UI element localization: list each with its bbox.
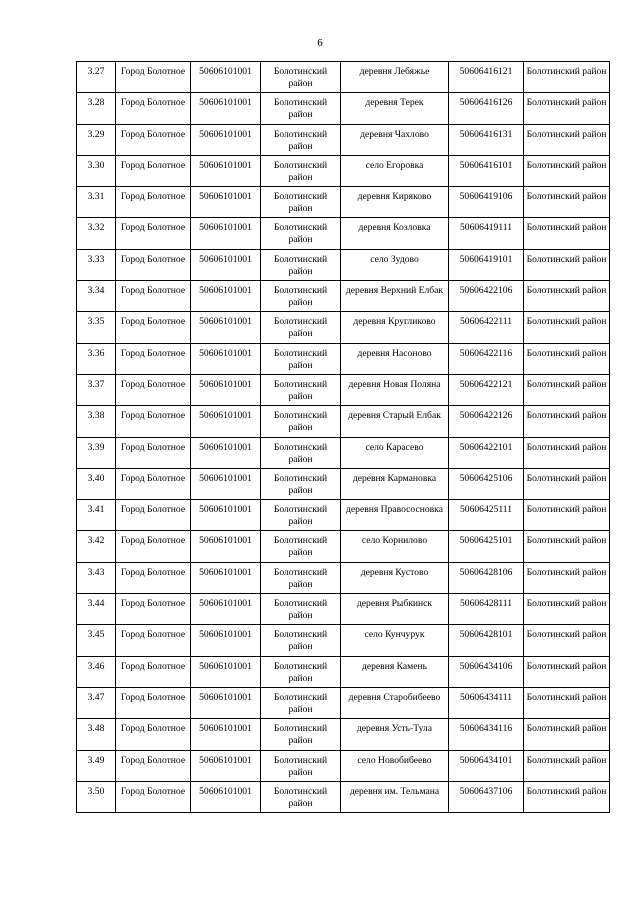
settlement-code-cell: 50606434116 [449, 719, 524, 750]
table-row [77, 656, 610, 687]
settlement-name-cell: деревня им. Тельмана [341, 781, 449, 812]
table-row [77, 625, 610, 656]
settlement-name-cell: село Новобибеево [341, 750, 449, 781]
municipality-cell: Город Болотное [116, 93, 191, 124]
row-number-cell: 3.36 [77, 343, 116, 374]
municipality-cell: Город Болотное [116, 437, 191, 468]
oktmo-code-cell: 50606101001 [191, 312, 261, 343]
settlement-code-cell: 50606425106 [449, 468, 524, 499]
municipality-cell: Город Болотное [116, 750, 191, 781]
table-row [77, 374, 610, 405]
settlement-code-cell: 50606428106 [449, 562, 524, 593]
row-number-cell: 3.33 [77, 249, 116, 280]
municipality-cell: Город Болотное [116, 249, 191, 280]
settlement-code-cell: 50606422106 [449, 281, 524, 312]
settlement-code-cell: 50606419106 [449, 187, 524, 218]
table-row [77, 500, 610, 531]
oktmo-code-cell: 50606101001 [191, 281, 261, 312]
row-number-cell: 3.34 [77, 281, 116, 312]
district-cell: Болотинский район [261, 437, 341, 468]
table-row [77, 187, 610, 218]
region-cell: Болотинский район [524, 312, 610, 343]
region-cell: Болотинский район [524, 124, 610, 155]
region-cell: Болотинский район [524, 719, 610, 750]
table-row [77, 281, 610, 312]
oktmo-code-cell: 50606101001 [191, 406, 261, 437]
table-row [77, 687, 610, 718]
settlement-code-cell: 50606434111 [449, 687, 524, 718]
region-cell: Болотинский район [524, 218, 610, 249]
settlement-code-cell: 50606428111 [449, 594, 524, 625]
table-row [77, 719, 610, 750]
table-row [77, 249, 610, 280]
settlement-code-cell: 50606422101 [449, 437, 524, 468]
table-row [77, 343, 610, 374]
settlement-code-cell: 50606437106 [449, 781, 524, 812]
row-number-cell: 3.42 [77, 531, 116, 562]
municipality-cell: Город Болотное [116, 343, 191, 374]
municipality-cell: Город Болотное [116, 155, 191, 186]
table-row [77, 124, 610, 155]
district-cell: Болотинский район [261, 562, 341, 593]
settlement-code-cell: 50606416101 [449, 155, 524, 186]
settlement-code-cell: 50606425111 [449, 500, 524, 531]
settlement-name-cell: деревня Камень [341, 656, 449, 687]
registry-table-body [77, 62, 610, 813]
settlement-name-cell: деревня Кармановка [341, 468, 449, 499]
oktmo-code-cell: 50606101001 [191, 93, 261, 124]
oktmo-code-cell: 50606101001 [191, 500, 261, 531]
region-cell: Болотинский район [524, 374, 610, 405]
district-cell: Болотинский район [261, 406, 341, 437]
region-cell: Болотинский район [524, 343, 610, 374]
oktmo-code-cell: 50606101001 [191, 155, 261, 186]
row-number-cell: 3.49 [77, 750, 116, 781]
settlement-code-cell: 50606419101 [449, 249, 524, 280]
row-number-cell: 3.27 [77, 62, 116, 93]
settlement-name-cell: деревня Правососновка [341, 500, 449, 531]
table-row [77, 62, 610, 93]
municipality-cell: Город Болотное [116, 312, 191, 343]
settlement-code-cell: 50606416121 [449, 62, 524, 93]
settlement-name-cell: деревня Кругликово [341, 312, 449, 343]
oktmo-code-cell: 50606101001 [191, 437, 261, 468]
settlement-name-cell: деревня Чахлово [341, 124, 449, 155]
settlement-code-cell: 50606434101 [449, 750, 524, 781]
district-cell: Болотинский район [261, 124, 341, 155]
municipality-cell: Город Болотное [116, 562, 191, 593]
row-number-cell: 3.28 [77, 93, 116, 124]
district-cell: Болотинский район [261, 500, 341, 531]
table-row [77, 531, 610, 562]
table-row [77, 750, 610, 781]
district-cell: Болотинский район [261, 687, 341, 718]
settlement-code-cell: 50606422111 [449, 312, 524, 343]
region-cell: Болотинский район [524, 781, 610, 812]
table-row [77, 437, 610, 468]
row-number-cell: 3.38 [77, 406, 116, 437]
municipality-cell: Город Болотное [116, 500, 191, 531]
oktmo-code-cell: 50606101001 [191, 750, 261, 781]
oktmo-code-cell: 50606101001 [191, 187, 261, 218]
settlement-code-cell: 50606434106 [449, 656, 524, 687]
settlement-code-cell: 50606422126 [449, 406, 524, 437]
municipality-cell: Город Болотное [116, 781, 191, 812]
settlement-name-cell: деревня Старобибеево [341, 687, 449, 718]
table-row [77, 93, 610, 124]
municipality-cell: Город Болотное [116, 594, 191, 625]
settlement-name-cell: село Зудово [341, 249, 449, 280]
row-number-cell: 3.45 [77, 625, 116, 656]
settlement-code-cell: 50606416126 [449, 93, 524, 124]
oktmo-code-cell: 50606101001 [191, 719, 261, 750]
row-number-cell: 3.30 [77, 155, 116, 186]
registry-table [76, 61, 610, 813]
row-number-cell: 3.46 [77, 656, 116, 687]
municipality-cell: Город Болотное [116, 374, 191, 405]
oktmo-code-cell: 50606101001 [191, 218, 261, 249]
district-cell: Болотинский район [261, 343, 341, 374]
table-row [77, 312, 610, 343]
row-number-cell: 3.47 [77, 687, 116, 718]
settlement-name-cell: село Корнилово [341, 531, 449, 562]
region-cell: Болотинский район [524, 531, 610, 562]
district-cell: Болотинский район [261, 656, 341, 687]
row-number-cell: 3.44 [77, 594, 116, 625]
region-cell: Болотинский район [524, 656, 610, 687]
table-row [77, 468, 610, 499]
settlement-name-cell: деревня Насоново [341, 343, 449, 374]
municipality-cell: Город Болотное [116, 531, 191, 562]
row-number-cell: 3.39 [77, 437, 116, 468]
oktmo-code-cell: 50606101001 [191, 343, 261, 374]
region-cell: Болотинский район [524, 249, 610, 280]
settlement-name-cell: деревня Усть-Тула [341, 719, 449, 750]
settlement-code-cell: 50606419111 [449, 218, 524, 249]
district-cell: Болотинский район [261, 93, 341, 124]
settlement-name-cell: село Егоровка [341, 155, 449, 186]
settlement-name-cell: деревня Старый Елбак [341, 406, 449, 437]
settlement-code-cell: 50606422121 [449, 374, 524, 405]
table-row [77, 406, 610, 437]
oktmo-code-cell: 50606101001 [191, 249, 261, 280]
settlement-name-cell: деревня Козловка [341, 218, 449, 249]
district-cell: Болотинский район [261, 62, 341, 93]
region-cell: Болотинский район [524, 155, 610, 186]
settlement-name-cell: деревня Верхний Елбак [341, 281, 449, 312]
row-number-cell: 3.43 [77, 562, 116, 593]
oktmo-code-cell: 50606101001 [191, 781, 261, 812]
row-number-cell: 3.41 [77, 500, 116, 531]
settlement-code-cell: 50606422116 [449, 343, 524, 374]
region-cell: Болотинский район [524, 687, 610, 718]
row-number-cell: 3.35 [77, 312, 116, 343]
municipality-cell: Город Болотное [116, 281, 191, 312]
municipality-cell: Город Болотное [116, 687, 191, 718]
oktmo-code-cell: 50606101001 [191, 468, 261, 499]
oktmo-code-cell: 50606101001 [191, 562, 261, 593]
row-number-cell: 3.50 [77, 781, 116, 812]
oktmo-code-cell: 50606101001 [191, 124, 261, 155]
oktmo-code-cell: 50606101001 [191, 687, 261, 718]
row-number-cell: 3.32 [77, 218, 116, 249]
district-cell: Болотинский район [261, 531, 341, 562]
settlement-name-cell: деревня Киряково [341, 187, 449, 218]
municipality-cell: Город Болотное [116, 656, 191, 687]
row-number-cell: 3.40 [77, 468, 116, 499]
region-cell: Болотинский район [524, 468, 610, 499]
region-cell: Болотинский район [524, 500, 610, 531]
region-cell: Болотинский район [524, 594, 610, 625]
region-cell: Болотинский район [524, 625, 610, 656]
region-cell: Болотинский район [524, 281, 610, 312]
region-cell: Болотинский район [524, 750, 610, 781]
row-number-cell: 3.48 [77, 719, 116, 750]
row-number-cell: 3.29 [77, 124, 116, 155]
municipality-cell: Город Болотное [116, 719, 191, 750]
settlement-name-cell: село Карасево [341, 437, 449, 468]
settlement-name-cell: село Кунчурук [341, 625, 449, 656]
table-row [77, 781, 610, 812]
municipality-cell: Город Болотное [116, 62, 191, 93]
district-cell: Болотинский район [261, 249, 341, 280]
oktmo-code-cell: 50606101001 [191, 656, 261, 687]
settlement-code-cell: 50606425101 [449, 531, 524, 562]
district-cell: Болотинский район [261, 719, 341, 750]
settlement-name-cell: деревня Новая Поляна [341, 374, 449, 405]
region-cell: Болотинский район [524, 93, 610, 124]
district-cell: Болотинский район [261, 750, 341, 781]
oktmo-code-cell: 50606101001 [191, 531, 261, 562]
region-cell: Болотинский район [524, 187, 610, 218]
page-number: 6 [317, 37, 323, 49]
district-cell: Болотинский район [261, 281, 341, 312]
region-cell: Болотинский район [524, 437, 610, 468]
district-cell: Болотинский район [261, 781, 341, 812]
oktmo-code-cell: 50606101001 [191, 62, 261, 93]
settlement-code-cell: 50606428101 [449, 625, 524, 656]
municipality-cell: Город Болотное [116, 218, 191, 249]
region-cell: Болотинский район [524, 62, 610, 93]
settlement-name-cell: деревня Терек [341, 93, 449, 124]
district-cell: Болотинский район [261, 594, 341, 625]
oktmo-code-cell: 50606101001 [191, 625, 261, 656]
district-cell: Болотинский район [261, 374, 341, 405]
district-cell: Болотинский район [261, 468, 341, 499]
table-row [77, 218, 610, 249]
district-cell: Болотинский район [261, 625, 341, 656]
district-cell: Болотинский район [261, 218, 341, 249]
row-number-cell: 3.31 [77, 187, 116, 218]
table-row [77, 155, 610, 186]
settlement-code-cell: 50606416131 [449, 124, 524, 155]
settlement-name-cell: деревня Рыбкинск [341, 594, 449, 625]
oktmo-code-cell: 50606101001 [191, 594, 261, 625]
table-row [77, 594, 610, 625]
municipality-cell: Город Болотное [116, 468, 191, 499]
district-cell: Болотинский район [261, 187, 341, 218]
municipality-cell: Город Болотное [116, 187, 191, 218]
district-cell: Болотинский район [261, 155, 341, 186]
settlement-name-cell: деревня Кустово [341, 562, 449, 593]
region-cell: Болотинский район [524, 562, 610, 593]
row-number-cell: 3.37 [77, 374, 116, 405]
region-cell: Болотинский район [524, 406, 610, 437]
municipality-cell: Город Болотное [116, 406, 191, 437]
settlement-name-cell: деревня Лебяжье [341, 62, 449, 93]
municipality-cell: Город Болотное [116, 625, 191, 656]
oktmo-code-cell: 50606101001 [191, 374, 261, 405]
table-row [77, 562, 610, 593]
municipality-cell: Город Болотное [116, 124, 191, 155]
district-cell: Болотинский район [261, 312, 341, 343]
